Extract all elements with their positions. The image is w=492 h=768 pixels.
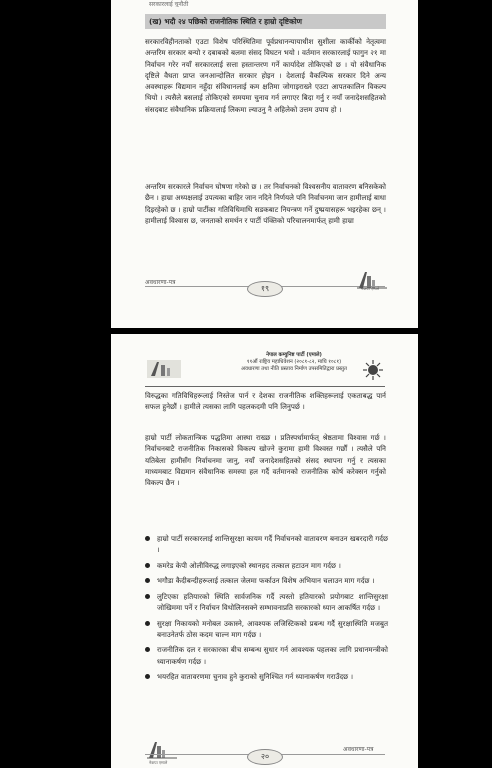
bullet-icon [145,563,150,568]
footer-title: अवधारणा-पत्र [145,279,176,286]
list-item: सुरक्षा निकायको मनोबल उकास्ने, आवश्यक लजिस्टिकको प्रबन्ध गर्दै सुरक्षास्थिति मजबुत बनाउनेतर्फ ठोस कदम चाल्न माग गर्दछ । [145,618,388,641]
list-item: भयरहित वातावरणमा चुनाव हुने कुराको सुनिश्चित गर्न ध्यानाकर्षण गराउँदछ । [145,671,388,682]
paragraph: अन्तरिम सरकारले निर्वाचन घोषणा गरेको छ । तर निर्वाचनको विश्वसनीय वातावरण बनिसकेको छैन । हाम्रा अध्यक्षलाई उपत्यका बाहिर जान नदिने निर्णयले पनि निर्वाचनमा जान हामीलाई बाधा दिइरहेको छ । हाम्रो पार्टीका गतिविधिमाथि सडकबाट नियन्त्रण गर्ने दुष्प्रयासहरू भइरहेका छन् । हामीलाई विश्वास छ, जनताको समर्थन र पार्टी पंक्तिको परिचालनमार्फत् हामी हाम्रा [145,182,386,225]
footer-title: अवधारणा-पत्र [343,746,374,753]
document-page-19 [111,0,418,328]
party-logo-icon [145,356,183,382]
page-number: १९ [247,281,283,297]
list-item: भगौडा कैदीबन्दीहरूलाई तत्काल जेलमा फर्काउन विशेष अभियान चलाउन माग गर्दछ । [145,575,388,586]
list-item: राजनीतिक दल र सरकारका बीच सम्बन्ध सुधार गर्न आवश्यक पहलका लागि प्रधानमन्त्रीको ध्यानाकर्षण गर्दछ । [145,644,388,667]
logo-caption: नेकपा एमाले [361,286,380,291]
bullet-icon [145,621,150,626]
paragraph: हाम्रो पार्टी लोकतान्त्रिक पद्धतिमा आस्था राख्छ । प्रतिस्पर्धामार्फत् श्रेष्ठतामा विश्वास गर्छ । निर्वाचनबाटै राजनीतिक निकासको विकल्प खोज्ने कुरामा हामी विश्वस्त गर्छौं । त्यसैले पनि यतिबेला हामीसँग निर्वाचनमा जानु, नयाँ जनादेशसहितको संसद स्थापना गर्नु र त्यसका माध्यमबाट विद्यमान संवैधानिक समस्या हल गर्दै वर्तमानको राजनीतिक कोर्ष करेक्सन गर्नुको विकल्प छैन । [145,433,386,488]
paragraph: सरकारविहीनताको एउटा विशेष परिस्थितिमा पूर्वप्रधानन्यायाधीश सुशीला कार्कीको नेतृत्वमा अन्तरिम सरकार बन्यो र दबाबको बलमा संसद विघटन भयो । वर्तमान सरकारलाई फागुन २१ मा निर्वाचन गरेर नयाँ सरकारलाई सत्ता हस्तान्तरण गर्ने कार्यादेश तोकिएको छ । यो संवैधानिक दृष्टिले वैधता प्राप्त जनआन्दोलित सरकार होइन । देशलाई वैकल्पिक सरकार दिने अन्य अवस्थाहरू विद्यमान नहुँदा संविधानलाई कम क्षतिमा जोगाइराख्ने एउटा आपतकालिन विकल्प थियो । त्यसैले बसलाई तोकिएको समयमा चुनाव गर्न लगाएर बिदा गर्नु र नयाँ जनादेशसहितको संसदबाट संवैधानिक प्रक्रियालाई लिकमा ल्याउनु नै अहिलेको उत्तम उपाय हो । [145,37,386,114]
section-heading: (ख) भदौ २४ पछिको राजनीतिक स्थिति र हाम्रो दृष्टिकोण [145,14,386,29]
bullet-icon [145,594,150,599]
bullet-icon [145,674,150,679]
document-header [225,352,363,372]
bullet-icon [145,578,150,583]
header-rule [145,386,385,387]
page-number: २० [247,749,283,765]
header-line: ११औं राष्ट्रिय महाधिवेशन (२०८१-८२, माघि १०८१) [246,358,342,365]
list-item: लुटिएका हतियारको स्थिति सार्वजनिक गर्दै त्यस्तो हतियारको प्रयोगबाट शान्तिसुरक्षा जोखिममा पर्ने र निर्वाचन विथोलिनसक्ने सम्भावनाप्रति सरकारको ध्यान आकर्षित गर्दछ । [145,591,388,614]
cut-off-top-text: सरकारलाई चुनौती [149,1,189,7]
bullet-icon [145,647,150,652]
list-item: कमरेड केपी ओलीविरुद्ध लगाइएको स्थानहद तत्काल हटाउन माग गर्दछ । [145,560,388,571]
paragraph: विरुद्धका गतिविधिहरूलाई निस्तेज पार्न र देशका राजनीतिक शक्तिहरूलाई एकताबद्ध पार्न सफल हुनेछौं । हामीले त्यसका लागि पहलकदमी पनि लिनुपर्छ । [145,391,386,412]
bullet-list [145,533,388,687]
header-line: नेपाल कम्युनिष्ट पार्टी (एमाले) [266,352,322,358]
document-page-20 [111,334,418,768]
list-item: हाम्रो पार्टी सरकारलाई शान्तिसुरक्षा कायम गर्दै निर्वाचनको वातावरण बनाउन खबरदारी गर्दछ । [145,533,388,556]
party-logo-icon [145,738,179,762]
sun-emblem-icon [363,360,383,380]
header-line: अवधारणा तथा नीति प्रस्ताव निर्माण उपसमितिद्वारा प्रस्तुत [241,365,347,372]
bullet-icon [145,536,150,541]
logo-caption: नेकपा एमाले [149,760,168,765]
